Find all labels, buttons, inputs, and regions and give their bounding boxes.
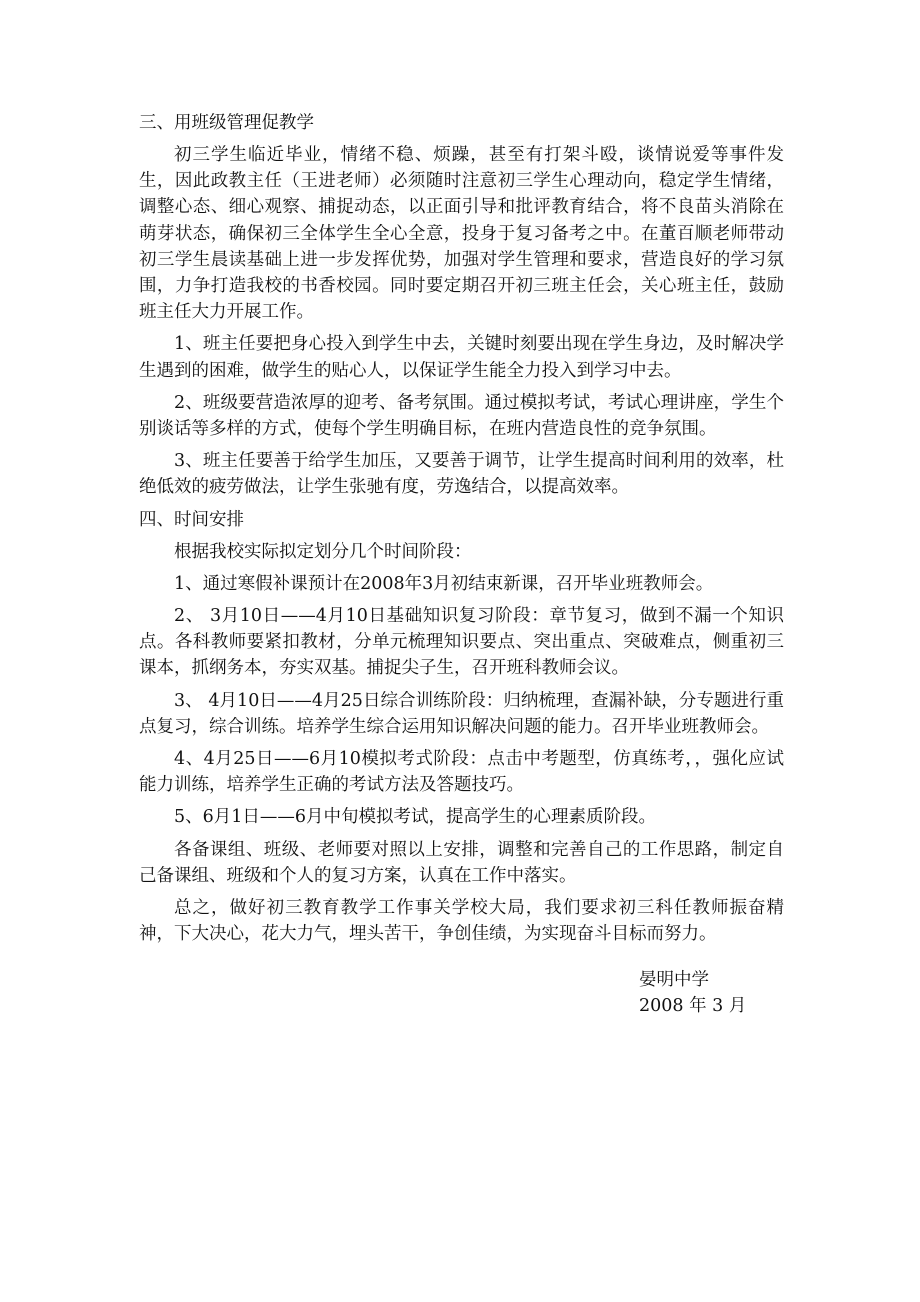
- paragraph: 3、 4月10日——4月25日综合训练阶段：归纳梳理，查漏补缺，分专题进行重点复习，综合训练。培养学生综合运用知识解决问题的能力。召开毕业班教师会。: [139, 690, 784, 737]
- document-body: [139, 110, 784, 953]
- signature-date: 2008 年 3 月: [639, 996, 747, 1016]
- paragraph: 各备课组、班级、老师要对照以上安排，调整和完善自己的工作思路，制定自己备课组、班级和个人的复习方案，认真在工作中落实。: [139, 839, 784, 886]
- section-heading-4: 四、时间安排: [139, 509, 244, 530]
- paragraph: 1、通过寒假补课预计在2008年3月初结束新课，召开毕业班教师会。: [174, 573, 714, 594]
- paragraph: 2、班级要营造浓厚的迎考、备考氛围。通过模拟考试，考试心理讲座，学生个别谈话等多样的方式，使每个学生明确目标，在班内营造良性的竞争氛围。: [139, 392, 784, 440]
- paragraph: 1、班主任要把身心投入到学生中去，关键时刻要出现在学生身边，及时解决学生遇到的困难，做学生的贴心人，以保证学生能全力投入到学习中去。: [139, 334, 784, 381]
- paragraph: 总之，做好初三教育教学工作事关学校大局，我们要求初三科任教师振奋精神，下大决心，花大力气，埋头苦干，争创佳绩，为实现奋斗目标而努力。: [139, 898, 784, 945]
- signature-school: 晏明中学: [639, 970, 709, 990]
- section-heading-3: 三、用班级管理促教学: [139, 113, 314, 133]
- paragraph: 4、4月25日——6月10模拟考式阶段：点击中考题型，仿真练考，，强化应试能力训练，培养学生正确的考试方法及答题技巧。: [139, 749, 784, 796]
- paragraph: 根据我校实际拟定划分几个时间阶段：: [174, 541, 472, 562]
- paragraph: 3、班主任要善于给学生加压，又要善于调节，让学生提高时间利用的效率，杜绝低效的疲劳做法，让学生张驰有度，劳逸结合，以提高效率。: [139, 451, 784, 498]
- paragraph: 2、 3月10日——4月10日基础知识复习阶段：章节复习，做到不漏一个知识点。各科教师要紧扣教材，分单元梳理知识要点、突出重点、突破难点，侧重初三课本，抓纲务本，夯实双基。捕捉尖子生，召开班科教师会议。: [139, 606, 784, 679]
- paragraph: 5、6月1日——6月中旬模拟考试，提高学生的心理素质阶段。: [174, 807, 657, 828]
- paragraph: 初三学生临近毕业，情绪不稳、烦躁，甚至有打架斗殴，谈情说爱等事件发生，因此政教主任（王进老师）必须随时注意初三学生心理动向，稳定学生情绪，调整心态、细心观察、捕捉动态，以正面引导和批评教育结合，将不良苗头消除在萌芽状态，确保初三全体学生全心全意，投身于复习备考之中。在董百顺老师带动初三学生晨读基础上进一步发挥优势，加强对学生管理和要求，营造良好的学习氛围，力争打造我校的书香校园。同时要定期召开初三班主任会，关心班主任，鼓励班主任大力开展工作。: [139, 145, 784, 323]
